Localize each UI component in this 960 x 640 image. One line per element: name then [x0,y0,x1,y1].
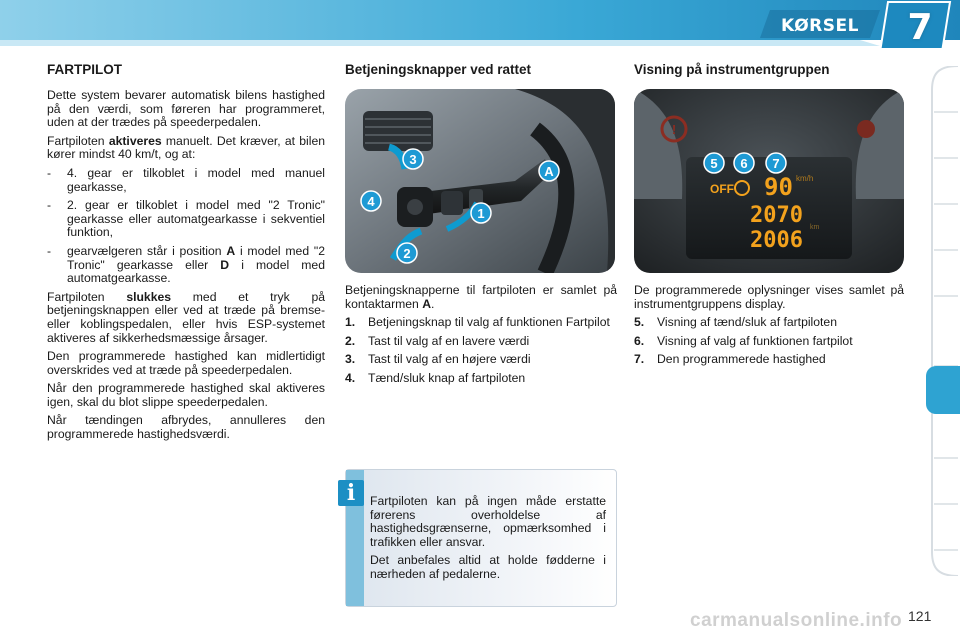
intro-paragraph: Dette system bevarer automatisk bilens hastighed på den værdi, som føreren har programmeret, uden at der trædes på speederpedalen. [47,88,325,130]
set-speed-value: 90 [764,173,793,201]
callout-label: 4 [367,194,375,209]
tab-strip [928,66,960,576]
info-text [370,495,606,587]
steering-stalk-photo [345,89,615,273]
resume-paragraph: Når den programmerede hastighed skal aktiveres igen, skal du blot slippe speederpedalen. [47,381,325,409]
bullet-text: 4. gear er tilkoblet i model med manuel gearkasse, [67,165,325,194]
deactivation-paragraph [47,291,325,345]
item-number: 3. [345,352,356,367]
chapter-tabs [928,66,960,576]
bold-text: D [220,257,230,272]
distance-unit: km [810,224,820,231]
bold-text: A [226,243,236,258]
bold-text: aktiveres [108,133,162,148]
display-list [634,316,904,367]
callout-2 [397,243,417,263]
chapter-title: KØRSEL [781,16,859,36]
warning-mark: ! [671,122,677,137]
trip-value: 2006 [750,228,803,253]
callout-label: 6 [740,156,748,171]
watermark: carmanualsonline.info [690,610,903,631]
page-header [0,0,960,48]
callout-7 [766,153,786,173]
item-text: Visning af tænd/sluk af fartpiloten [657,315,837,330]
list-item [634,316,904,330]
list-item [634,335,904,349]
text-span: Fartpiloten [47,289,127,304]
bullet-text: 2. gear er tilkoblet i model med "2 Tronic" gearkasse eller automatgearkasse i sekventiel funktion, [67,198,325,240]
item-text: Visning af valg af funktionen fartpilot [657,333,853,348]
list-item [47,245,325,286]
page-number: 121 [908,608,932,624]
item-number: 7. [634,352,645,367]
airbag-warning-icon [857,120,875,138]
callout-6 [734,153,754,173]
ignition-paragraph: Når tændingen afbrydes, annulleres den programmerede hastighedsværdi. [47,413,325,442]
override-paragraph: Den programmerede hastighed kan midlertidigt overskrides ved at træde på speederpedalen. [47,349,325,377]
callout-5 [704,153,724,173]
item-text: Tast til valg af en lavere værdi [368,333,530,348]
speed-unit: km/h [796,174,814,183]
item-text: Tast til valg af en højere værdi [368,352,531,367]
item-number: 6. [634,333,645,348]
text-span: Betjeningsknapperne til fartpiloten er samlet på kontaktarmen [345,283,617,311]
info-paragraph: Det anbefales altid at holde fødderne i nærheden af pedalerne. [370,553,606,581]
callout-label: 1 [477,206,485,221]
item-text: Tænd/sluk knap af fartpiloten [368,370,526,385]
callout-label: 7 [772,156,780,171]
activation-paragraph [47,135,325,162]
bullet-dash: - [47,165,52,180]
item-number: 1. [345,315,356,330]
callout-4 [361,191,381,211]
list-item [47,167,325,194]
cruise-toggle-icon [407,199,423,215]
text-span: i model med "2 Tronic" gearkasse eller [67,243,326,272]
odometer-value: 2070 [750,203,803,228]
display-description [634,284,904,372]
info-icon: i [338,480,364,506]
air-vent [363,111,433,151]
off-indicator: OFF [710,182,734,196]
section-heading: Visning på instrumentgruppen [634,62,830,77]
info-paragraph: Fartpiloten kan på ingen måde erstatte førerens overholdelse af hastighedsgrænserne, opmærksomhed i trafikken eller ansvar. [370,494,606,549]
item-text: Den programmerede hastighed [657,352,826,367]
bold-text: A [422,296,432,311]
controls-list [345,316,617,385]
text-span: Fartpiloten [47,133,109,148]
stalk-illustration [345,89,615,273]
item-number: 4. [345,370,356,385]
text-span: manuelt. Det kræver, at bilen kører mindst 40 km/t, og at: [47,133,326,162]
cluster-illustration [634,89,904,273]
instrument-display-section [634,62,904,89]
controls-description [345,284,617,391]
bullet-dash: - [47,243,52,258]
chapter-tab-active[interactable] [926,366,960,414]
list-item [47,199,325,240]
callout-label: 5 [710,156,718,171]
section-heading: Betjeningsknapper ved rattet [345,62,532,77]
item-number: 2. [345,333,356,348]
steering-controls-section [345,62,617,89]
bullet-text [67,245,325,286]
callout-a [539,161,559,181]
bold-text: slukkes [126,289,172,304]
list-item [345,316,617,330]
item-number: 5. [634,315,645,330]
section-heading: FARTPILOT [47,62,122,77]
controls-caption [345,284,617,311]
instrument-cluster-photo [634,89,904,273]
chapter-number: 7 [907,7,933,48]
cruise-control-section [47,62,325,447]
text-span: gearvælgeren står i position [67,243,227,258]
list-item [634,353,904,367]
callout-label: 3 [409,152,417,167]
callout-1 [471,203,491,223]
display-caption: De programmerede oplysninger vises samlet på instrumentgruppens display. [634,283,904,311]
item-text: Betjeningsknap til valg af funktionen Fartpilot [368,315,610,330]
list-item [345,372,617,386]
callout-label: A [544,164,554,179]
list-item [345,353,617,367]
bullet-dash: - [47,198,52,213]
text-span: med et tryk på betjeningsknappen eller ved at træde på bremse- eller koblingspedalen, eller hvis ESP-systemet aktiveres af sikkerhedsmæssige årsager. [47,289,326,345]
text-span: i model med automatgearkasse. [67,257,325,286]
text-span: . [431,296,435,311]
list-item [345,335,617,349]
callout-3 [403,149,423,169]
callout-label: 2 [403,246,411,261]
